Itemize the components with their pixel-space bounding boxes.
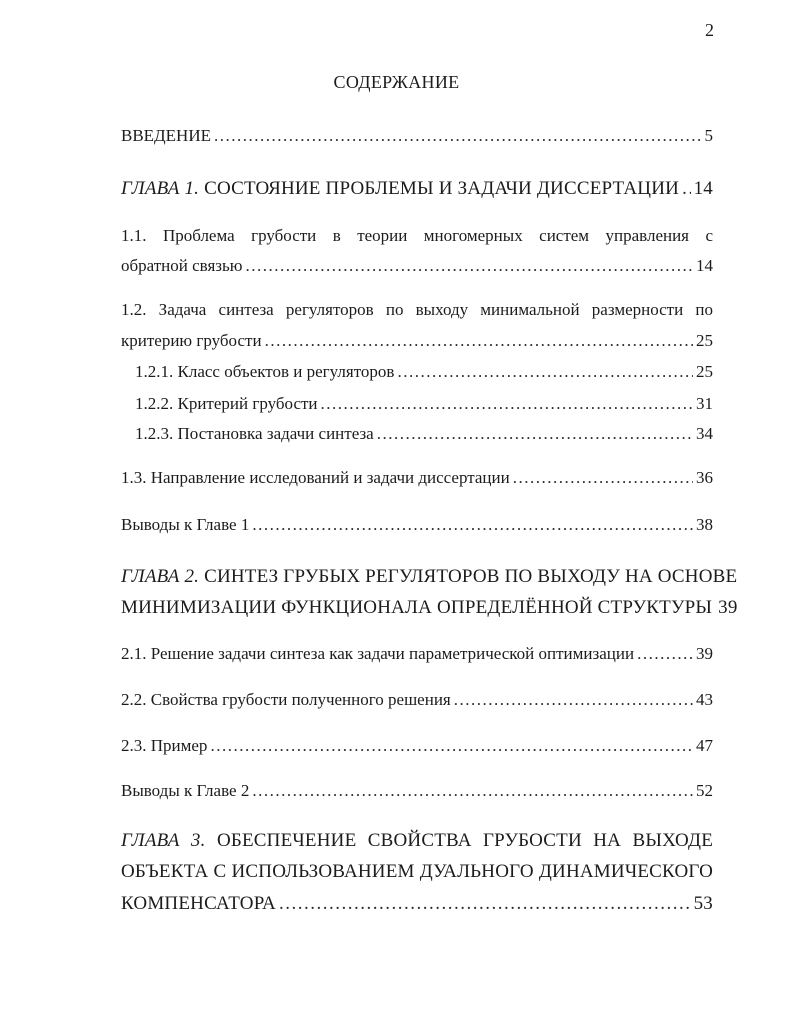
chapter-prefix: ГЛАВА 2.	[121, 566, 200, 587]
toc-entry-conclusions-2[interactable]	[121, 781, 713, 805]
chapter-title-line2: МИНИМИЗАЦИИ ФУНКЦИОНАЛА ОПРЕДЕЛЁННОЙ СТРУКТУРЫ	[121, 597, 713, 618]
toc-label: обратной связью	[121, 256, 243, 275]
toc-page: 36	[696, 468, 713, 487]
leader-dots	[454, 690, 693, 710]
chapter-title-line1: СИНТЕЗ ГРУБЫХ РЕГУЛЯТОРОВ ПО ВЫХОДУ НА ОСНОВЕ	[204, 566, 738, 587]
leader-dots	[637, 644, 693, 664]
toc-entry-2-3[interactable]	[121, 736, 713, 760]
toc-entry-chapter-1[interactable]	[121, 178, 713, 202]
toc-label: 1.3. Направление исследований и задачи диссертации	[121, 468, 510, 487]
toc-entry-chapter-3-line1[interactable]	[121, 830, 713, 854]
toc-page: 38	[696, 515, 713, 534]
toc-entry-1-2-line1[interactable]: 1.2. Задача синтеза регуляторов по выходу минимальной размерности по	[121, 300, 713, 319]
toc-entry-1-1-line1[interactable]: 1.1. Проблема грубости в теории многомерных систем управления с	[121, 226, 713, 245]
toc-page: 34	[696, 424, 713, 443]
toc-label: 1.2.2. Критерий грубости	[135, 394, 318, 413]
page-title: СОДЕРЖАНИЕ	[333, 72, 460, 92]
toc-entry-2-2[interactable]	[121, 690, 713, 714]
toc-entry-chapter-3[interactable]	[121, 893, 713, 917]
toc-entry-1-2[interactable]	[121, 331, 713, 355]
toc-entry-1-3[interactable]	[121, 468, 713, 492]
toc-label: 2.3. Пример	[121, 736, 208, 755]
leader-dots	[682, 178, 691, 200]
toc-page: 14	[696, 256, 713, 275]
toc-entry-1-2-3[interactable]	[135, 424, 713, 448]
leader-dots	[252, 781, 693, 801]
leader-dots	[397, 362, 693, 382]
toc-label: 1.2.3. Постановка задачи синтеза	[135, 424, 374, 443]
toc-entry-chapter-2[interactable]	[121, 597, 738, 621]
toc-entry-chapter-2-line1[interactable]	[121, 566, 738, 590]
toc-label: критерию грубости	[121, 331, 262, 350]
leader-dots	[265, 331, 693, 351]
leader-dots	[214, 126, 702, 146]
page-number: 2	[705, 20, 714, 40]
toc-label: Выводы к Главе 1	[121, 515, 250, 534]
toc-page: 39	[718, 597, 738, 618]
leader-dots	[245, 256, 693, 276]
toc-page: 31	[696, 394, 713, 413]
toc-label: 2.2. Свойства грубости полученного решения	[121, 690, 451, 709]
toc-entry-chapter-3-line2[interactable]: ОБЪЕКТА С ИСПОЛЬЗОВАНИЕМ ДУАЛЬНОГО ДИНАМИЧЕСКОГО	[121, 861, 713, 882]
chapter-title-line1: ОБЕСПЕЧЕНИЕ СВОЙСТВА ГРУБОСТИ НА ВЫХОДЕ	[216, 830, 713, 851]
toc-page: 53	[693, 893, 713, 914]
toc-page: 25	[696, 331, 713, 350]
toc-page: 43	[696, 690, 713, 709]
toc-page: 5	[704, 126, 713, 145]
toc-label: ВВЕДЕНИЕ	[121, 126, 211, 145]
toc-entry-1-2-2[interactable]	[135, 394, 713, 418]
chapter-title-line3: КОМПЕНСАТОРА	[121, 893, 276, 914]
leader-dots	[279, 893, 691, 915]
toc-label: 1.2.1. Класс объектов и регуляторов	[135, 362, 395, 381]
toc-entry-conclusions-1[interactable]	[121, 515, 713, 539]
chapter-prefix: ГЛАВА 1.	[121, 178, 200, 199]
chapter-title: СОСТОЯНИЕ ПРОБЛЕМЫ И ЗАДАЧИ ДИССЕРТАЦИИ	[204, 178, 680, 199]
toc-page: 25	[696, 362, 713, 381]
leader-dots	[377, 424, 693, 444]
leader-dots	[321, 394, 693, 414]
toc-page: 47	[696, 736, 713, 755]
toc-entry-introduction[interactable]	[121, 126, 713, 150]
leader-dots	[513, 468, 693, 488]
toc-page: 52	[696, 781, 713, 800]
toc-entry-1-1[interactable]	[121, 256, 713, 280]
toc-label: Выводы к Главе 2	[121, 781, 250, 800]
leader-dots	[252, 515, 693, 535]
chapter-prefix: ГЛАВА 3.	[121, 830, 206, 851]
toc-page: 39	[696, 644, 713, 663]
toc-page: 14	[693, 178, 713, 199]
toc-entry-2-1[interactable]	[121, 644, 713, 668]
leader-dots	[210, 736, 693, 756]
toc-entry-1-2-1[interactable]	[135, 362, 713, 386]
toc-label: 2.1. Решение задачи синтеза как задачи параметрической оптимизации	[121, 644, 635, 663]
